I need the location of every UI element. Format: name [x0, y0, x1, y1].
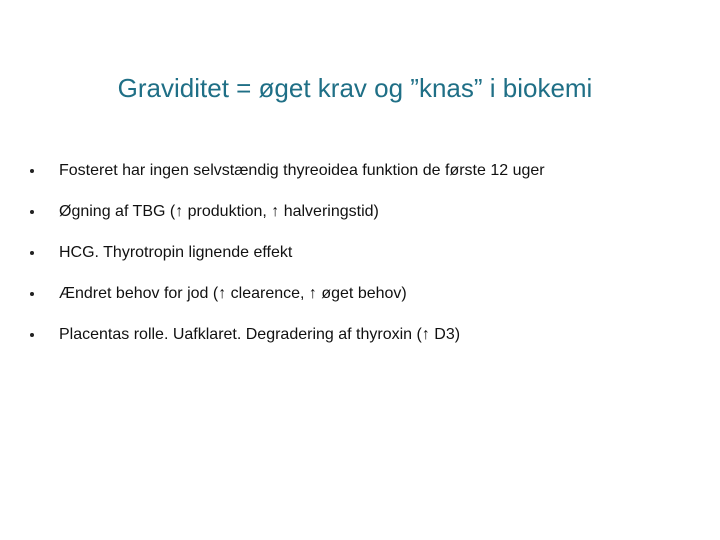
bullet-text: Placentas rolle. Uafklaret. Degradering af thyroxin (↑ D3) — [59, 326, 461, 343]
bullet-item — [30, 152, 700, 193]
bullet-dot-icon — [30, 333, 34, 337]
bullet-text: HCG. Thyrotropin lignende effekt — [59, 244, 293, 261]
bullet-item — [30, 275, 700, 316]
bullet-text: Ændret behov for jod (↑ clearence, ↑ øget behov) — [59, 285, 407, 302]
slide-title: Graviditet = øget krav og ”knas” i biokemi — [117, 73, 593, 103]
bullet-list — [30, 152, 700, 357]
bullet-dot-icon — [30, 169, 34, 173]
bullet-dot-icon — [30, 210, 34, 214]
bullet-item — [30, 234, 700, 275]
bullet-dot-icon — [30, 292, 34, 296]
bullet-dot-icon — [30, 251, 34, 255]
bullet-item — [30, 193, 700, 234]
bullet-item — [30, 316, 700, 357]
bullet-text: Øgning af TBG (↑ produktion, ↑ halveringstid) — [59, 203, 379, 220]
bullet-text: Fosteret har ingen selvstændig thyreoidea funktion de første 12 uger — [59, 162, 545, 179]
